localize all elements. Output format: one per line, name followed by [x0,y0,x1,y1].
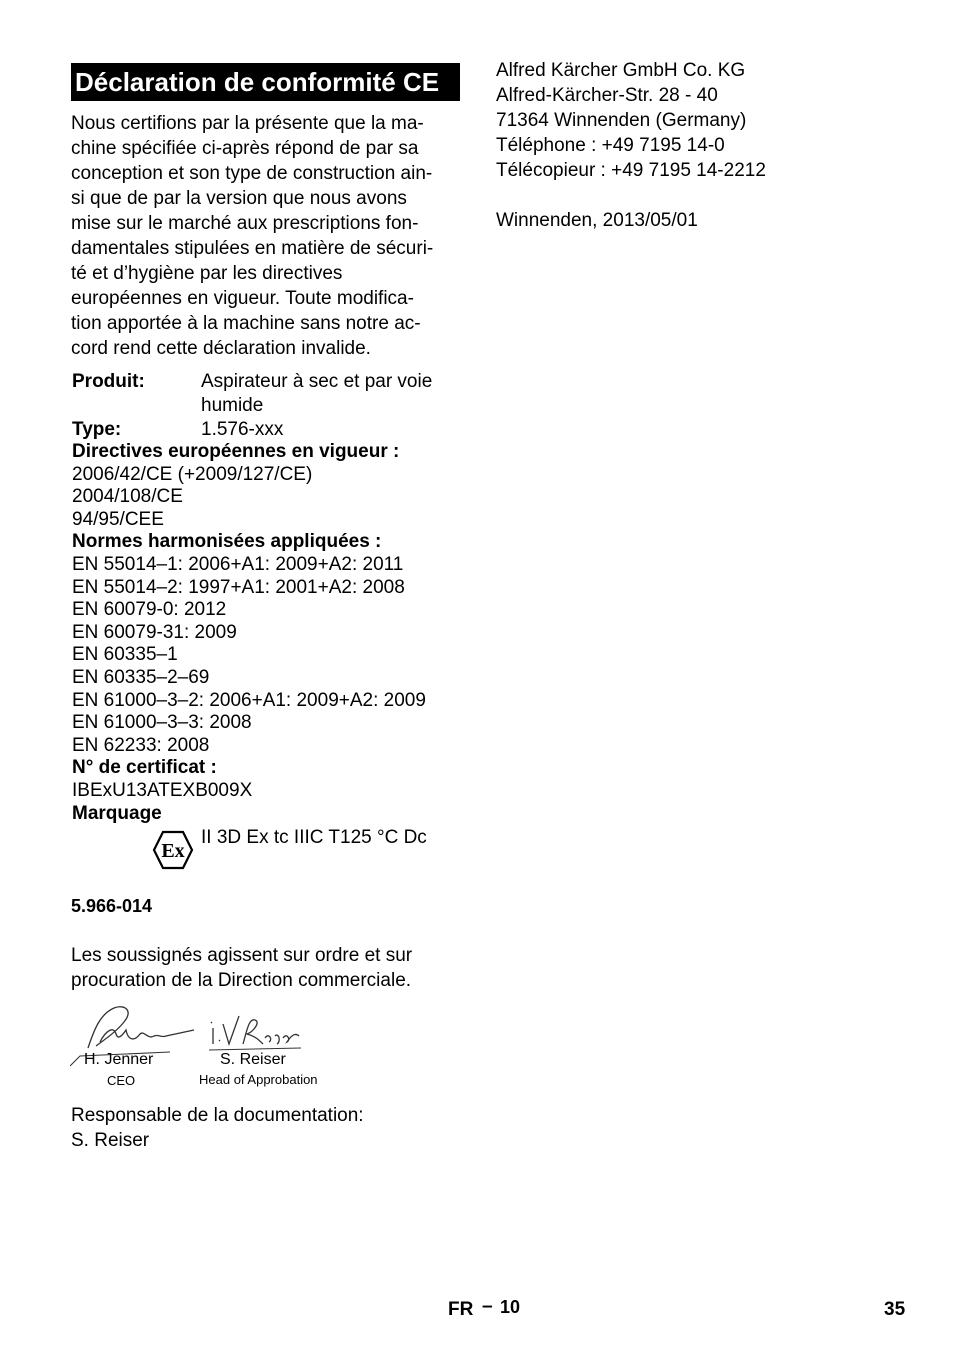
directive-item: 2006/42/CE (+2009/127/CE) [72,463,313,485]
type-label: Type: [72,419,122,440]
page-title: Déclaration de conformité CE [71,63,460,101]
documentation-label: Responsable de la documentation: [71,1105,364,1126]
norm-item: EN 55014–2: 1997+A1: 2001+A2: 2008 [72,576,405,598]
certificate-value: IBExU13ATEXB009X [72,779,253,801]
signature-role-jenner: CEO [107,1073,136,1088]
atex-ex-hexagon-icon [152,830,194,870]
norm-item: EN 61000–3–2: 2006+A1: 2009+A2: 2009 [72,689,426,711]
page-number: 35 [884,1299,906,1320]
product-value-line1: Aspirateur à sec et par voie [201,371,433,392]
signatories-text [71,943,412,993]
signature-name-reiser: S. Reiser [220,1051,286,1068]
company-line: Alfred-Kärcher-Str. 28 - 40 [496,85,718,106]
norm-item: EN 60079-0: 2012 [72,599,227,621]
intro-line: damentales stipulées en matière de sécuri- [71,238,434,259]
intro-paragraph [71,111,463,361]
company-line: 71364 Winnenden (Germany) [496,110,747,131]
documentation-section [71,1103,364,1153]
company-line: Télécopieur : +49 7195 14-2212 [496,160,766,181]
intro-line: tion apportée à la machine sans notre ac- [71,313,421,334]
marking-value: II 3D Ex tc IIIC T125 °C Dc [201,827,427,848]
company-line: Téléphone : +49 7195 14-0 [496,135,725,156]
intro-line: chine spécifiée ci-après répond de par sa [71,138,419,159]
intro-line: mise sur le marché aux prescriptions fon- [71,213,419,234]
directives-heading: Directives européennes en vigueur : [72,441,400,462]
norm-item: EN 61000–3–3: 2008 [72,712,252,734]
norms-heading: Normes harmonisées appliquées : [72,531,382,553]
product-label: Produit: [72,371,145,392]
place-date: Winnenden, 2013/05/01 [496,210,698,231]
intro-line: si que de par la version que nous avons [71,188,407,209]
intro-line: té et d’hygiène par les directives [71,263,343,284]
directive-item: 2004/108/CE [72,486,183,508]
product-value-line2: humide [201,395,264,416]
norm-item: EN 60335–1 [72,644,178,666]
conformity-details [72,441,472,825]
norm-item: EN 62233: 2008 [72,734,210,756]
documentation-name: S. Reiser [71,1130,150,1151]
norm-item: EN 60335–2–69 [72,666,210,688]
intro-line: cord rend cette déclaration invalide. [71,338,371,359]
signature-name-jenner: H. Jenner [84,1051,154,1068]
signatories-line: Les soussignés agissent sur ordre et sur [71,945,413,966]
certificate-heading: N° de certificat : [72,757,217,779]
norm-item: EN 60079-31: 2009 [72,621,237,643]
intro-line: Nous certifions par la présente que la ma- [71,113,424,134]
footer-local-page: 10 [500,1297,521,1317]
intro-line: européennes en vigueur. Toute modifica- [71,288,414,309]
marking-heading: Marquage [72,802,162,824]
doc-number: 5.966-014 [71,896,153,916]
footer-lang: FR [448,1299,474,1320]
company-address [496,58,766,233]
intro-line: conception et son type de construction ain- [71,163,433,184]
ex-symbol-text: Ex [161,840,185,862]
signatories-line: procuration de la Direction commerciale. [71,970,412,991]
directive-item: 94/95/CEE [72,508,164,530]
signature-reiser [205,1010,305,1055]
norm-item: EN 55014–1: 2006+A1: 2009+A2: 2011 [72,553,404,575]
company-line: Alfred Kärcher GmbH Co. KG [496,60,746,81]
footer-dash: – [482,1296,493,1317]
signature-role-reiser: Head of Approbation [199,1072,318,1087]
type-value: 1.576-xxx [201,419,284,440]
